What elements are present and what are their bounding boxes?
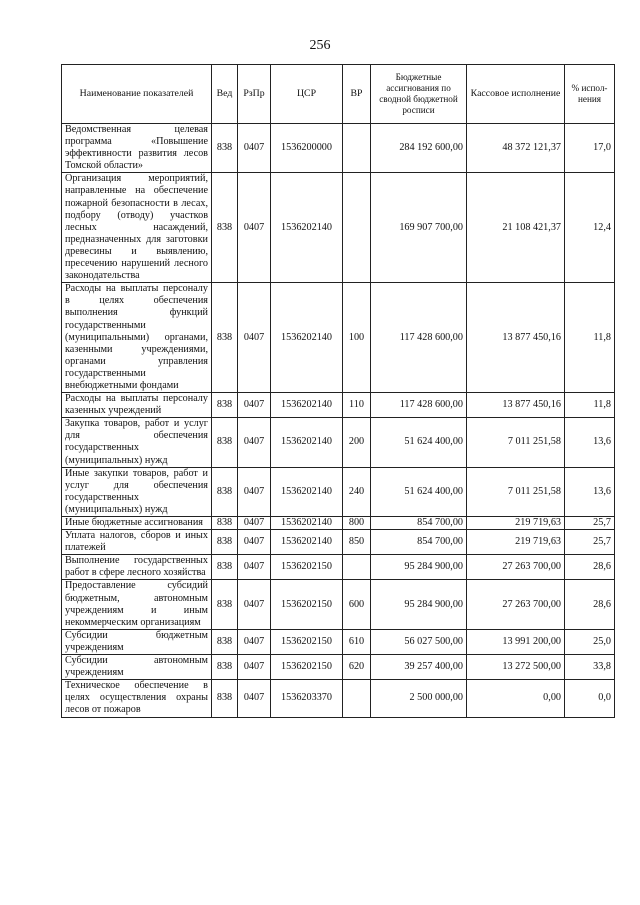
cell-pct: 0,0 <box>565 680 615 717</box>
header-vr: ВР <box>343 65 371 124</box>
cell-name: Организация мероприятий, направленные на обеспечение пожарной безопасности в лесах, подбору (отводу) участков лесных насаждений, предназначенных для заготовки древесины и выявлению, пресечению нарушений лесного законодательства <box>62 173 212 283</box>
cell-budget: 51 624 400,00 <box>371 418 467 467</box>
cell-vr <box>343 173 371 283</box>
table-row <box>62 680 615 717</box>
cell-budget: 51 624 400,00 <box>371 467 467 516</box>
cell-pct: 11,8 <box>565 283 615 393</box>
cell-csr: 1536202150 <box>271 655 343 680</box>
cell-name: Расходы на выплаты персоналу в целях обеспечения выполнения функций государственными (муниципальными) органами, казенными учреждениями, органами управления государственными внебюджетными фондами <box>62 283 212 393</box>
cell-pct: 13,6 <box>565 418 615 467</box>
cell-cash: 21 108 421,37 <box>467 173 565 283</box>
cell-vr: 850 <box>343 530 371 555</box>
cell-ved: 838 <box>212 393 238 418</box>
table-row <box>62 655 615 680</box>
cell-csr: 1536202140 <box>271 418 343 467</box>
cell-ved: 838 <box>212 283 238 393</box>
cell-rzpr: 0407 <box>238 555 271 580</box>
cell-pct: 33,8 <box>565 655 615 680</box>
cell-name: Субсидии автономным учреждениям <box>62 655 212 680</box>
cell-cash: 27 263 700,00 <box>467 555 565 580</box>
cell-csr: 1536202140 <box>271 530 343 555</box>
cell-ved: 838 <box>212 124 238 173</box>
cell-ved: 838 <box>212 467 238 516</box>
header-csr: ЦСР <box>271 65 343 124</box>
cell-csr: 1536202150 <box>271 629 343 654</box>
cell-pct: 11,8 <box>565 393 615 418</box>
cell-ved: 838 <box>212 580 238 629</box>
cell-ved: 838 <box>212 517 238 530</box>
page-number: 256 <box>309 38 331 53</box>
cell-rzpr: 0407 <box>238 530 271 555</box>
cell-cash: 7 011 251,58 <box>467 418 565 467</box>
cell-csr: 1536203370 <box>271 680 343 717</box>
cell-rzpr: 0407 <box>238 418 271 467</box>
table-row <box>62 124 615 173</box>
table-row <box>62 580 615 629</box>
cell-budget: 39 257 400,00 <box>371 655 467 680</box>
cell-vr: 200 <box>343 418 371 467</box>
cell-budget: 95 284 900,00 <box>371 580 467 629</box>
cell-cash: 13 877 450,16 <box>467 283 565 393</box>
table-row <box>62 173 615 283</box>
cell-csr: 1536200000 <box>271 124 343 173</box>
cell-cash: 48 372 121,37 <box>467 124 565 173</box>
cell-cash: 13 877 450,16 <box>467 393 565 418</box>
table-row <box>62 629 615 654</box>
cell-csr: 1536202140 <box>271 517 343 530</box>
cell-pct: 17,0 <box>565 124 615 173</box>
cell-cash: 13 991 200,00 <box>467 629 565 654</box>
cell-vr: 800 <box>343 517 371 530</box>
cell-csr: 1536202140 <box>271 467 343 516</box>
cell-csr: 1536202140 <box>271 283 343 393</box>
cell-ved: 838 <box>212 173 238 283</box>
cell-budget: 2 500 000,00 <box>371 680 467 717</box>
cell-cash: 219 719,63 <box>467 530 565 555</box>
cell-cash: 219 719,63 <box>467 517 565 530</box>
cell-cash: 13 272 500,00 <box>467 655 565 680</box>
cell-rzpr: 0407 <box>238 629 271 654</box>
cell-budget: 95 284 900,00 <box>371 555 467 580</box>
cell-csr: 1536202150 <box>271 555 343 580</box>
cell-pct: 25,7 <box>565 530 615 555</box>
cell-budget: 169 907 700,00 <box>371 173 467 283</box>
cell-ved: 838 <box>212 418 238 467</box>
cell-ved: 838 <box>212 680 238 717</box>
cell-pct: 25,0 <box>565 629 615 654</box>
cell-rzpr: 0407 <box>238 655 271 680</box>
header-name: Наименование показателей <box>62 65 212 124</box>
cell-name: Ведомственная целевая программа «Повышение эффективности развития лесов Томской области» <box>62 124 212 173</box>
cell-budget: 284 192 600,00 <box>371 124 467 173</box>
header-budget: Бюджетные ассигнования по сводной бюджетной росписи <box>371 65 467 124</box>
budget-execution-table <box>61 64 615 718</box>
cell-csr: 1536202150 <box>271 580 343 629</box>
cell-csr: 1536202140 <box>271 173 343 283</box>
cell-vr: 100 <box>343 283 371 393</box>
table-row <box>62 467 615 516</box>
cell-cash: 27 263 700,00 <box>467 580 565 629</box>
cell-rzpr: 0407 <box>238 124 271 173</box>
cell-rzpr: 0407 <box>238 580 271 629</box>
cell-rzpr: 0407 <box>238 283 271 393</box>
cell-ved: 838 <box>212 555 238 580</box>
table-row <box>62 517 615 530</box>
cell-budget: 117 428 600,00 <box>371 283 467 393</box>
cell-pct: 28,6 <box>565 580 615 629</box>
header-pct: % испол-нения <box>565 65 615 124</box>
cell-name: Расходы на выплаты персоналу казенных учреждений <box>62 393 212 418</box>
cell-budget: 117 428 600,00 <box>371 393 467 418</box>
table-row <box>62 283 615 393</box>
table-row <box>62 393 615 418</box>
cell-cash: 7 011 251,58 <box>467 467 565 516</box>
header-rzpr: РзПр <box>238 65 271 124</box>
table-row <box>62 418 615 467</box>
cell-vr: 600 <box>343 580 371 629</box>
cell-rzpr: 0407 <box>238 680 271 717</box>
cell-ved: 838 <box>212 655 238 680</box>
cell-name: Закупка товаров, работ и услуг для обеспечения государственных (муниципальных) нужд <box>62 418 212 467</box>
cell-cash: 0,00 <box>467 680 565 717</box>
cell-name: Иные закупки товаров, работ и услуг для обеспечения государственных (муниципальных) нужд <box>62 467 212 516</box>
header-cash: Кассовое исполнение <box>467 65 565 124</box>
cell-budget: 56 027 500,00 <box>371 629 467 654</box>
cell-rzpr: 0407 <box>238 467 271 516</box>
cell-name: Субсидии бюджетным учреждениям <box>62 629 212 654</box>
cell-name: Выполнение государственных работ в сфере лесного хозяйства <box>62 555 212 580</box>
cell-vr: 610 <box>343 629 371 654</box>
cell-vr <box>343 680 371 717</box>
cell-name: Иные бюджетные ассигнования <box>62 517 212 530</box>
table-body <box>62 124 615 718</box>
cell-vr: 240 <box>343 467 371 516</box>
cell-vr <box>343 555 371 580</box>
cell-budget: 854 700,00 <box>371 530 467 555</box>
cell-pct: 12,4 <box>565 173 615 283</box>
cell-vr: 620 <box>343 655 371 680</box>
cell-pct: 25,7 <box>565 517 615 530</box>
cell-rzpr: 0407 <box>238 393 271 418</box>
cell-name: Уплата налогов, сборов и иных платежей <box>62 530 212 555</box>
cell-name: Техническое обеспечение в целях осуществления охраны лесов от пожаров <box>62 680 212 717</box>
table-row <box>62 555 615 580</box>
cell-rzpr: 0407 <box>238 517 271 530</box>
cell-pct: 28,6 <box>565 555 615 580</box>
cell-name: Предоставление субсидий бюджетным, автономным учреждениям и иным некоммерческим организациям <box>62 580 212 629</box>
cell-vr <box>343 124 371 173</box>
cell-ved: 838 <box>212 629 238 654</box>
table-header-row <box>62 65 615 124</box>
table-row <box>62 530 615 555</box>
cell-csr: 1536202140 <box>271 393 343 418</box>
cell-pct: 13,6 <box>565 467 615 516</box>
cell-budget: 854 700,00 <box>371 517 467 530</box>
cell-vr: 110 <box>343 393 371 418</box>
cell-ved: 838 <box>212 530 238 555</box>
cell-rzpr: 0407 <box>238 173 271 283</box>
header-ved: Вед <box>212 65 238 124</box>
